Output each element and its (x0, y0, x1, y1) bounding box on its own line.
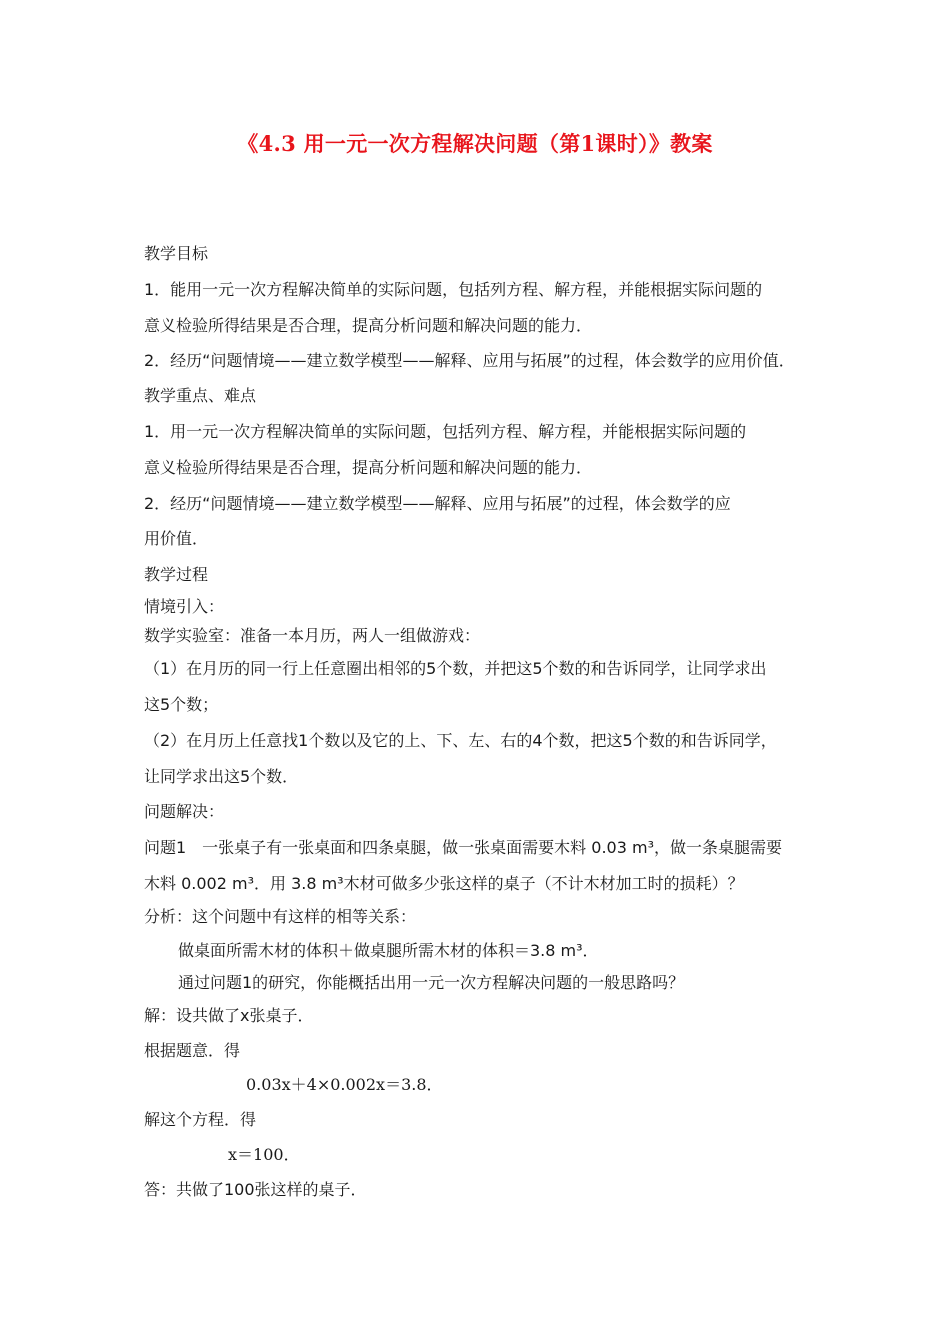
equality-relation: 做桌面所需木材的体积＋做桌腿所需木材的体积＝3.8 m³． (178, 941, 599, 960)
general-approach-question: 通过问题1的研究，你能概括出用一元一次方程解决问题的一般思路吗？ (178, 973, 685, 992)
heading-teaching-process: 教学过程 (144, 565, 209, 584)
game-item-1-line-1: （1）在月历的同一行上任意圈出相邻的5个数，并把这5个数的和告诉同学，让同学求出 (144, 659, 767, 678)
by-problem-meaning: 根据题意．得 (144, 1041, 241, 1060)
heading-teaching-goals: 教学目标 (144, 244, 209, 263)
solution-value: x＝100． (228, 1145, 300, 1164)
key-point-2-line-2: 用价值． (144, 529, 209, 548)
subheading-problem-solving: 问题解决： (144, 802, 225, 821)
document-title: 《4.3 用一元一次方程解决问题（第1课时）》教案 (237, 131, 713, 156)
goal-1-line-1: 1．能用一元一次方程解决简单的实际问题，包括列方程、解方程，并能根据实际问题的 (144, 280, 763, 299)
game-item-2-line-1: （2）在月历上任意找1个数以及它的上、下、左、右的4个数，把这5个数的和告诉同学， (144, 731, 777, 750)
goal-1-line-2: 意义检验所得结果是否合理，提高分析问题和解决问题的能力． (144, 316, 593, 335)
game-item-1-line-2: 这5个数； (144, 695, 219, 714)
problem-1-line-2: 木料 0.002 m³．用 3.8 m³木材可做多少张这样的桌子（不计木材加工时的损耗）？ (144, 874, 744, 893)
solve-equation: 解这个方程．得 (144, 1110, 257, 1129)
key-point-1-line-2: 意义检验所得结果是否合理，提高分析问题和解决问题的能力． (144, 458, 593, 477)
analysis: 分析：这个问题中有这样的相等关系： (144, 907, 417, 926)
answer: 答：共做了100张这样的桌子． (144, 1180, 367, 1199)
goal-2: 2．经历“问题情境——建立数学模型——解释、应用与拓展”的过程，体会数学的应用价值． (144, 351, 795, 370)
math-lab: 数学实验室：准备一本月历，两人一组做游戏： (144, 626, 481, 645)
game-item-2-line-2: 让同学求出这5个数． (144, 767, 299, 786)
problem-1-line-1: 问题1 一张桌子有一张桌面和四条桌腿，做一张桌面需要木料 0.03 m³，做一条桌腿需要 (144, 838, 782, 857)
subheading-intro: 情境引入： (144, 597, 225, 616)
solution-setup: 解：设共做了x张桌子． (144, 1006, 314, 1025)
key-point-2-line-1: 2．经历“问题情境——建立数学模型——解释、应用与拓展”的过程，体会数学的应 (144, 494, 731, 513)
equation: 0.03x＋4×0.002x＝3.8． (246, 1075, 443, 1094)
key-point-1-line-1: 1．用一元一次方程解决简单的实际问题，包括列方程、解方程，并能根据实际问题的 (144, 422, 747, 441)
heading-key-points: 教学重点、难点 (144, 386, 257, 405)
